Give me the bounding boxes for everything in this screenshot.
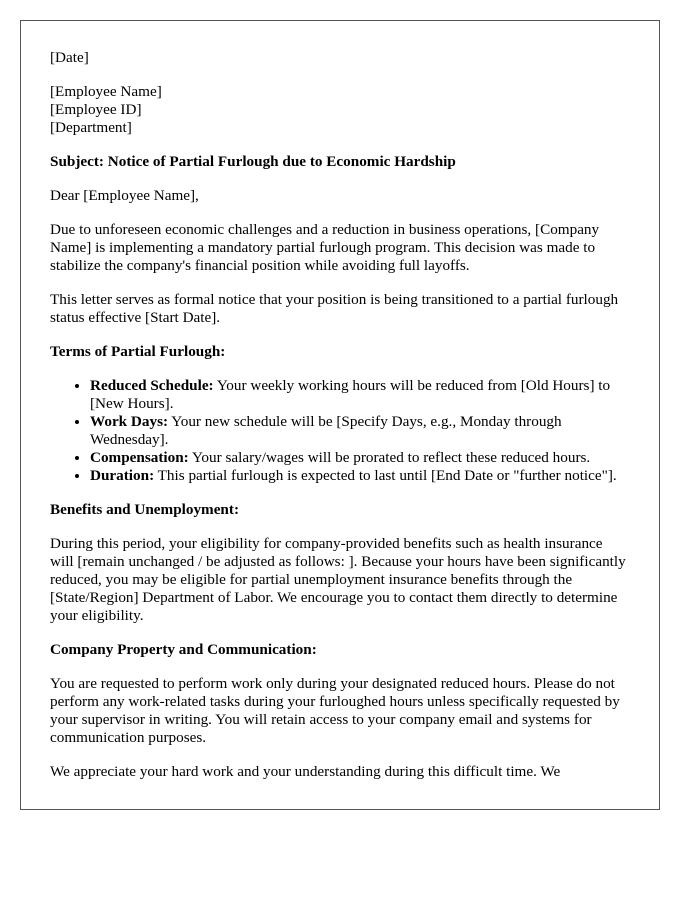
letter-content [21, 21, 659, 781]
terms-item-duration [90, 467, 629, 485]
property-paragraph: You are requested to perform work only during your designated reduced hours. Please do not perform any work-related tasks during your furloughed hours unless specifically requested by your supervisor in writing. You will retain access to your company email and systems for communication purposes. [50, 675, 620, 746]
terms-item-schedule [90, 377, 629, 413]
benefits-heading: Benefits and Unemployment: [50, 501, 239, 518]
letter-salutation: Dear [Employee Name], [50, 187, 199, 204]
recipient-department: [Department] [50, 119, 132, 136]
terms-item-text: Your new schedule will be [Specify Days, e.g., Monday through Wednesday]. [90, 413, 562, 448]
terms-item-label: Duration: [90, 467, 155, 484]
recipient-name: [Employee Name] [50, 83, 162, 100]
terms-item-text: Your salary/wages will be prorated to reflect these reduced hours. [188, 449, 591, 466]
terms-item-compensation [90, 449, 629, 467]
terms-item-text: Your weekly working hours will be reduced from [Old Hours] to [New Hours]. [90, 377, 611, 412]
intro-paragraph: Due to unforeseen economic challenges and a reduction in business operations, [Company Name] is implementing a mandatory partial furlough program. This decision was made to stabilize the company's financial position while avoiding full layoffs. [50, 221, 600, 274]
terms-list [50, 377, 629, 485]
terms-item-work-days [90, 413, 629, 449]
letter-page [20, 20, 660, 810]
letter-subject: Subject: Notice of Partial Furlough due to Economic Hardship [50, 153, 456, 170]
recipient-block [50, 83, 629, 137]
terms-item-label: Work Days: [90, 413, 169, 430]
terms-heading: Terms of Partial Furlough: [50, 343, 226, 360]
letter-date: [Date] [50, 49, 89, 66]
benefits-paragraph: During this period, your eligibility for company-provided benefits such as health insurance will [remain unchanged / be adjusted as follows: ]. Because your hours have been significantly reduced, you may be eligible for partial unemployment insurance benefits through the [State/Region] Department of Labor. We encourage you to contact them directly to determine your eligibility. [50, 535, 626, 624]
closing-paragraph: We appreciate your hard work and your understanding during this difficult time. We [50, 763, 561, 780]
recipient-id: [Employee ID] [50, 101, 142, 118]
terms-item-label: Compensation: [90, 449, 189, 466]
terms-item-text: This partial furlough is expected to last until [End Date or "further notice"]. [154, 467, 617, 484]
notice-paragraph: This letter serves as formal notice that your position is being transitioned to a partial furlough status effective [Start Date]. [50, 291, 619, 326]
terms-item-label: Reduced Schedule: [90, 377, 214, 394]
property-heading: Company Property and Communication: [50, 641, 317, 658]
